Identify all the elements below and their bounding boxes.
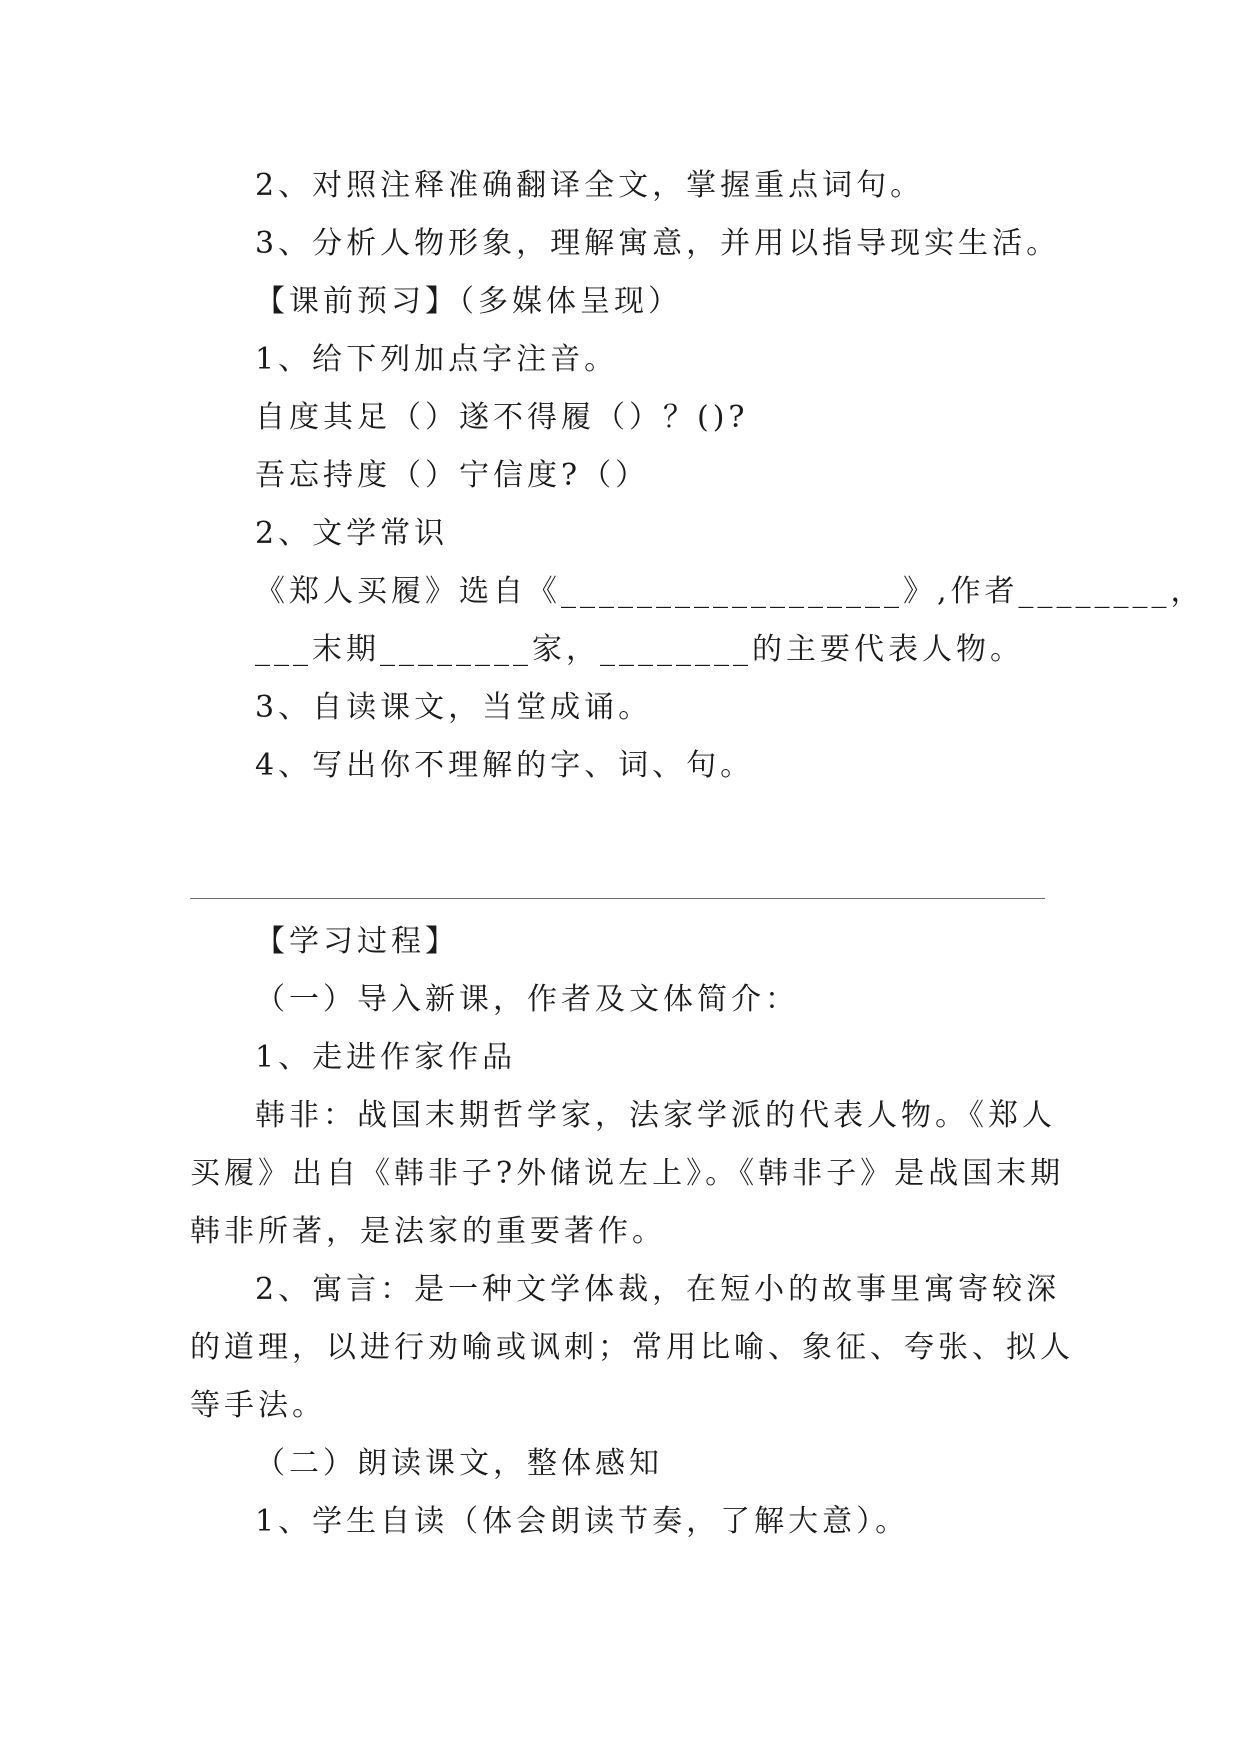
part-1-heading: （一）导入新课，作者及文体简介： <box>255 982 799 1017</box>
pinyin-line-b: 吾忘持度（）宁信度?（） <box>255 458 650 493</box>
section-divider <box>190 898 1045 899</box>
fable-paragraph-line-2: 的道理，以进行劝喻或讽刺；常用比喻、象征、夸张、拟人 <box>190 1330 1074 1365</box>
preview-item-2: 2、文学常识 <box>255 516 449 551</box>
preview-item-4: 4、写出你不理解的字、词、句。 <box>255 748 755 783</box>
author-paragraph-line-3: 韩非所著，是法家的重要著作。 <box>190 1214 666 1249</box>
process-heading: 【学习过程】 <box>255 924 459 959</box>
literary-knowledge-line-b: ___末期________家，________的主要代表人物。 <box>255 632 1024 667</box>
part-1-item-1: 1、走进作家作品 <box>255 1040 517 1075</box>
fable-paragraph-line-3: 等手法。 <box>190 1388 326 1423</box>
preview-item-3: 3、自读课文，当堂成诵。 <box>255 690 653 725</box>
fable-paragraph-line-1: 2、寓言：是一种文学体裁，在短小的故事里寓寄较深 <box>255 1272 1061 1307</box>
author-paragraph-line-2: 买履》出自《韩非子?外储说左上》。《韩非子》是战国末期 <box>190 1156 1065 1191</box>
preview-item-1: 1、给下列加点字注音。 <box>255 342 619 377</box>
literary-knowledge-line-a: 《郑人买履》选自《__________________》,作者________， <box>255 574 1205 609</box>
preview-heading: 【课前预习】（多媒体呈现） <box>255 284 682 319</box>
part-2-heading: （二）朗读课文，整体感知 <box>255 1446 663 1481</box>
author-paragraph-line-1: 韩非：战国末期哲学家，法家学派的代表人物。《郑人 <box>255 1098 1056 1133</box>
part-2-item-1: 1、学生自读（体会朗读节奏，了解大意）。 <box>255 1504 910 1539</box>
objective-3: 3、分析人物形象，理解寓意，并用以指导现实生活。 <box>255 226 1061 261</box>
objective-2: 2、对照注释准确翻译全文，掌握重点词句。 <box>255 168 925 203</box>
pinyin-line-a: 自度其足（）遂不得履（）？()? <box>255 400 749 435</box>
